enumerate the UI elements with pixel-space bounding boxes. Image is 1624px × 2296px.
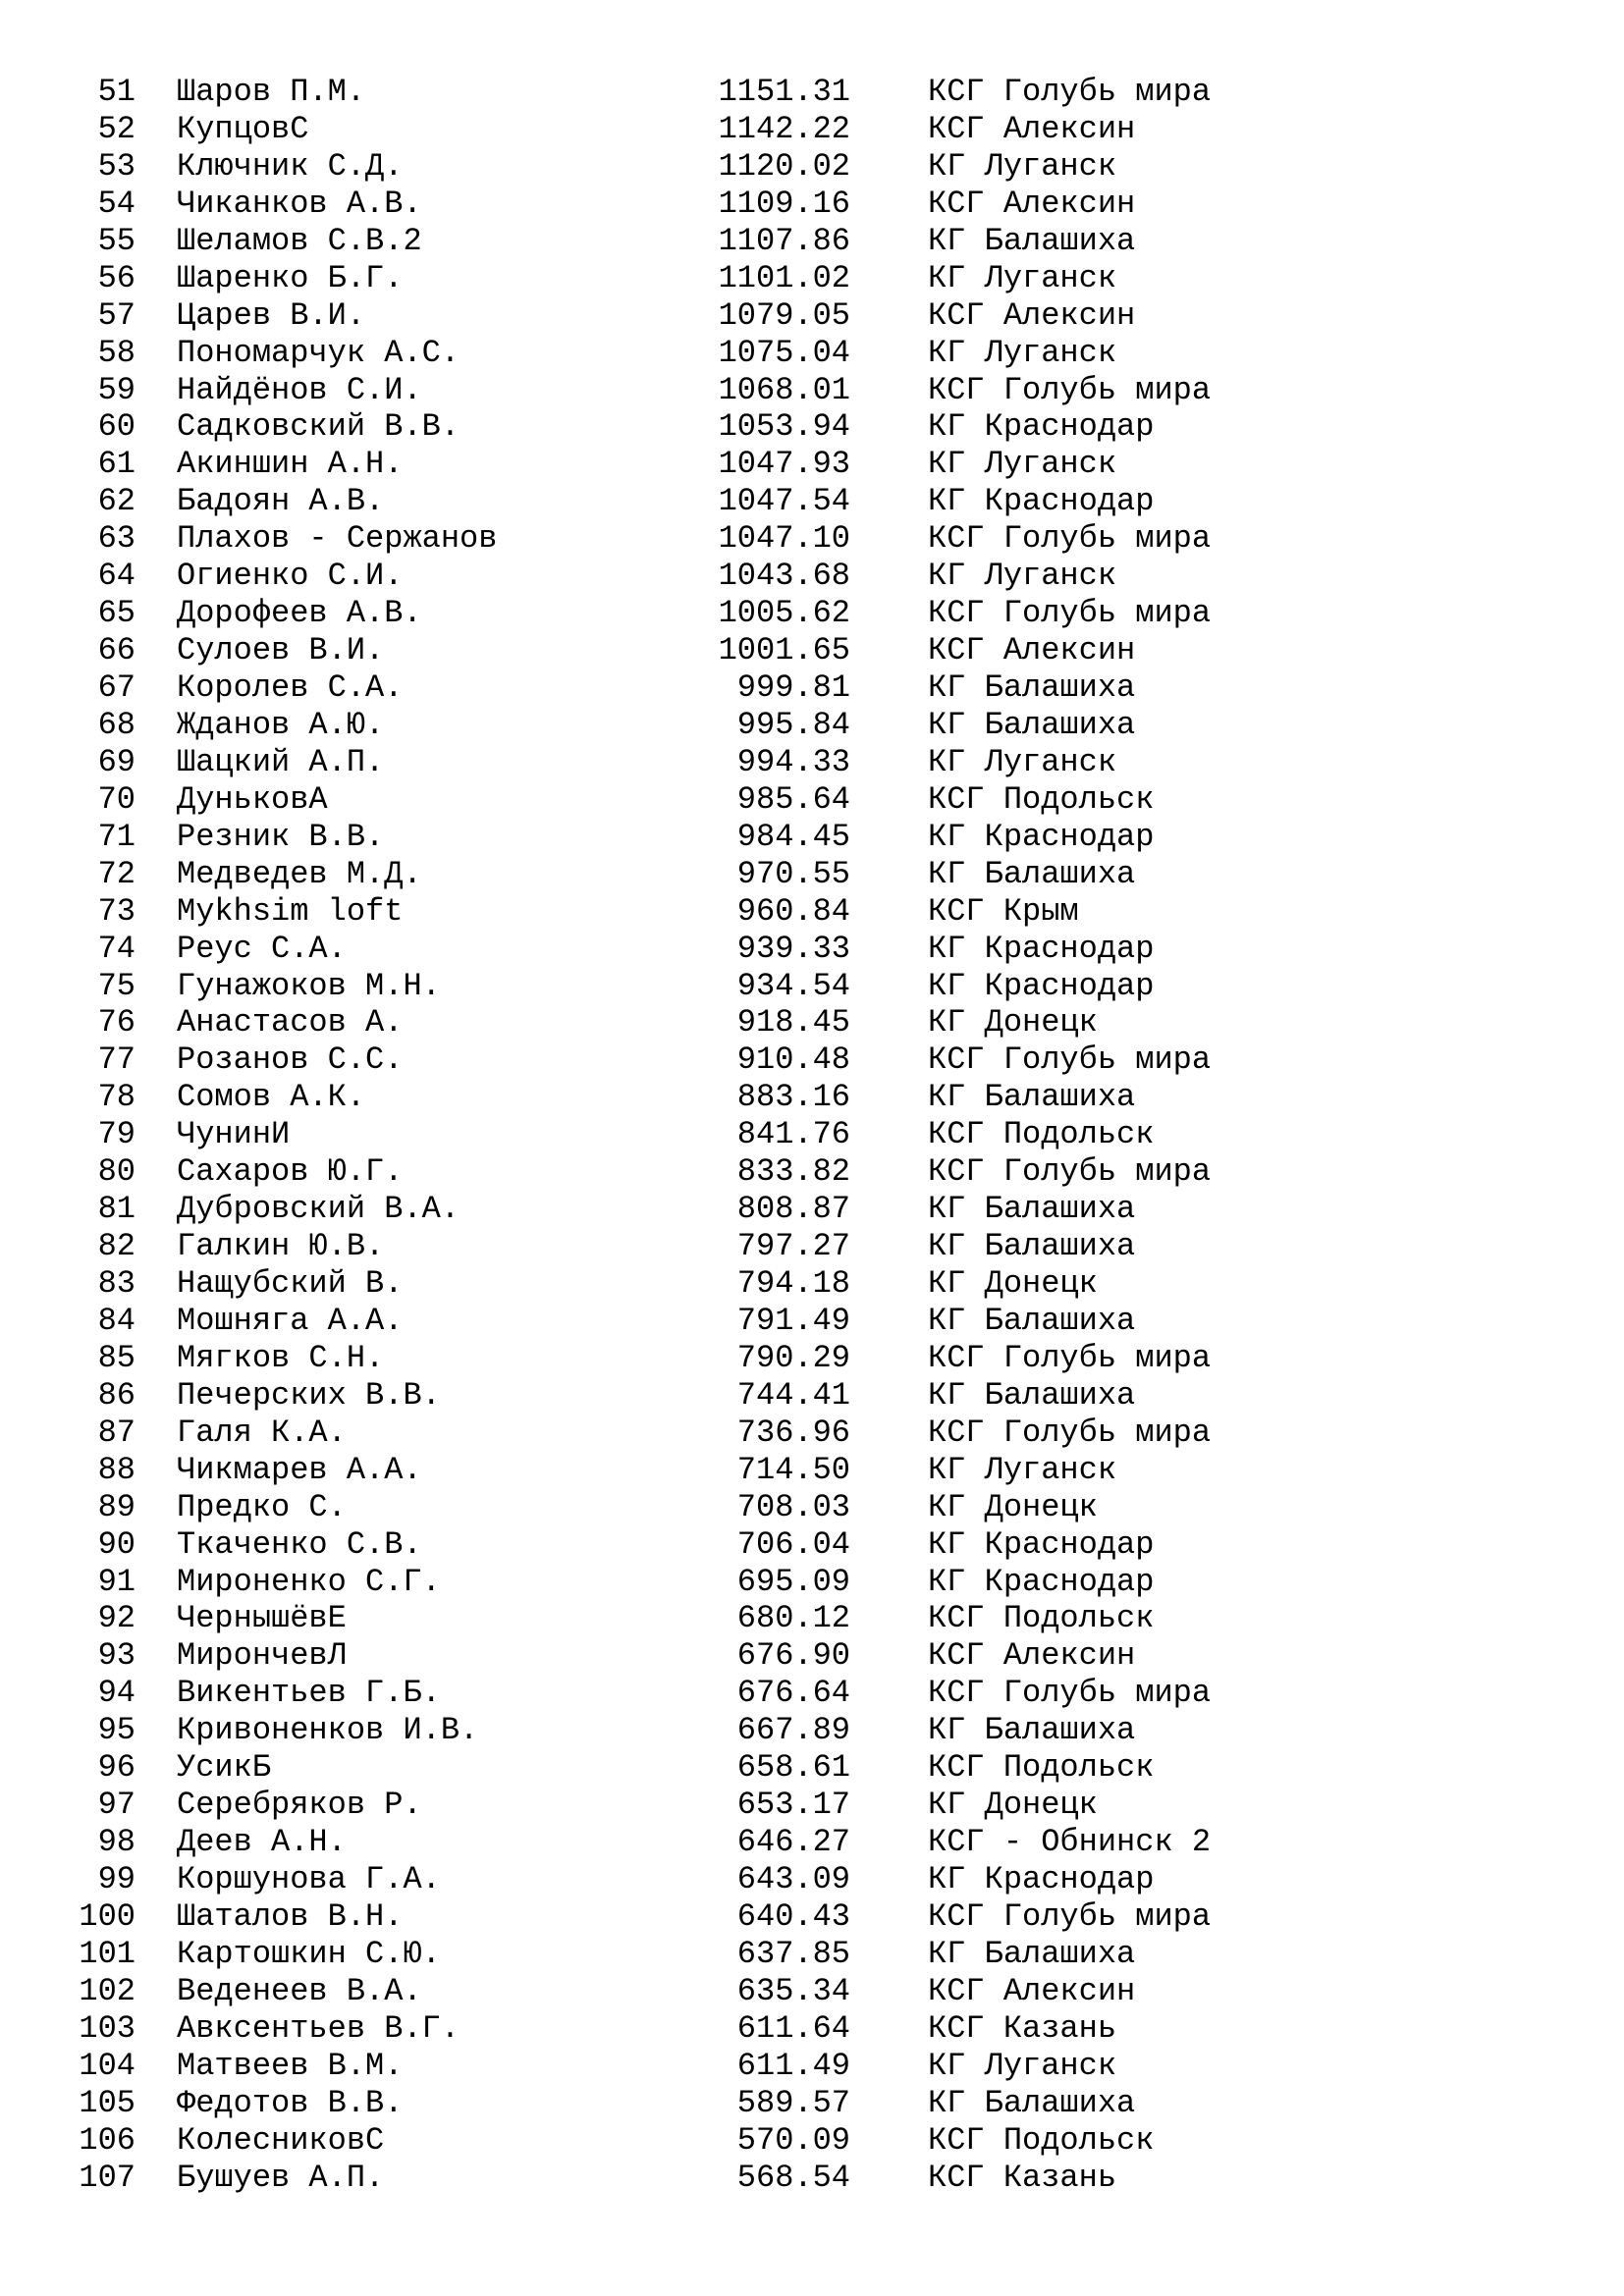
name-cell: Мошняга А.А. [177,1302,404,1339]
club-cell: КГ Балашиха [928,855,1136,892]
name-cell: КолесниковС [177,2121,385,2159]
rank-cell: 99 [97,1861,135,1897]
club-cell: КГ Луганск [928,259,1117,296]
rank-cell: 105 [79,2084,135,2121]
club-cell: КГ Луганск [928,1451,1117,1488]
rank-cell: 63 [97,520,135,558]
table-row [0,297,1624,335]
score-cell: 984.45 [736,818,850,855]
club-cell: КСГ Подольск [928,2121,1155,2159]
table-row [0,1564,1624,1601]
name-cell: Сомов А.К. [177,1079,366,1116]
table-row [0,1637,1624,1675]
score-cell: 883.16 [736,1079,850,1116]
club-cell: КГ Луганск [928,2047,1117,2084]
name-cell: Королев С.А. [177,669,404,706]
club-cell: КСГ Казань [928,2159,1117,2196]
club-cell: КГ Луганск [928,558,1117,595]
rank-cell: 69 [97,743,135,780]
name-cell: УсикБ [177,1749,272,1787]
name-cell: Федотов В.В. [177,2084,404,2121]
name-cell: Викентьев Г.Б. [177,1675,441,1712]
rank-cell: 76 [97,1004,135,1041]
club-cell: КСГ Голубь мира [928,1153,1212,1191]
rank-cell: 62 [97,483,135,520]
table-row [0,1452,1624,1489]
score-cell: 1005.62 [718,595,850,632]
score-cell: 794.18 [736,1265,850,1302]
score-cell: 1101.02 [718,259,850,296]
club-cell: КГ Балашиха [928,222,1136,259]
score-cell: 1068.01 [718,371,850,408]
name-cell: Бадоян А.В. [177,483,385,520]
table-row [0,186,1624,223]
rank-cell: 84 [97,1302,135,1339]
score-cell: 676.64 [736,1675,850,1712]
club-cell: КГ Балашиха [928,706,1136,743]
name-cell: Галя К.А. [177,1414,347,1451]
rank-cell: 79 [97,1116,135,1153]
table-row [0,707,1624,744]
name-cell: Картошкин С.Ю. [177,1935,441,1972]
name-cell: Коршунова Г.А. [177,1861,441,1897]
table-row [0,1824,1624,1861]
score-cell: 640.43 [736,1897,850,1935]
club-cell: КСГ Подольск [928,1116,1155,1153]
rank-cell: 107 [79,2159,135,2196]
score-cell: 841.76 [736,1116,850,1153]
name-cell: ЧунинИ [177,1116,291,1153]
table-row [0,1041,1624,1079]
table-row [0,111,1624,148]
table-row [0,1004,1624,1041]
score-cell: 646.27 [736,1824,850,1861]
club-cell: КГ Луганск [928,743,1117,780]
club-cell: КГ Донецк [928,1004,1098,1041]
rank-cell: 81 [97,1191,135,1228]
club-cell: КСГ Алексин [928,110,1136,147]
name-cell: Мироненко С.Г. [177,1563,441,1600]
name-cell: Предко С. [177,1488,347,1525]
name-cell: Мягков С.Н. [177,1339,385,1376]
rank-cell: 61 [97,446,135,483]
score-cell: 570.09 [736,2121,850,2159]
rank-cell: 53 [97,147,135,185]
name-cell: Найдёнов С.И. [177,371,422,408]
score-cell: 637.85 [736,1935,850,1972]
table-row [0,1861,1624,1898]
table-row [0,632,1624,669]
table-row [0,1936,1624,1973]
rank-cell: 101 [79,1935,135,1972]
table-row [0,1749,1624,1787]
name-cell: Авксентьев В.Г. [177,2009,460,2047]
name-cell: Жданов А.Ю. [177,706,385,743]
score-cell: 1079.05 [718,296,850,334]
rank-cell: 70 [97,780,135,818]
name-cell: Сахаров Ю.Г. [177,1153,404,1191]
name-cell: Анастасов А. [177,1004,404,1041]
club-cell: КСГ Голубь мира [928,1339,1212,1376]
rank-cell: 80 [97,1153,135,1191]
club-cell: КГ Краснодар [928,408,1155,446]
club-cell: КГ Балашиха [928,2084,1136,2121]
name-cell: Чикмарев А.А. [177,1451,422,1488]
name-cell: Печерских В.В. [177,1376,441,1414]
club-cell: КГ Балашиха [928,1935,1136,1972]
rank-cell: 104 [79,2047,135,2084]
rank-cell: 58 [97,334,135,371]
score-cell: 643.09 [736,1861,850,1897]
rank-cell: 100 [79,1897,135,1935]
score-cell: 790.29 [736,1339,850,1376]
name-cell: Шаталов В.Н. [177,1897,404,1935]
table-row [0,2010,1624,2048]
name-cell: Серебряков Р. [177,1787,422,1824]
club-cell: КГ Краснодар [928,1861,1155,1897]
rank-cell: 91 [97,1563,135,1600]
score-cell: 568.54 [736,2159,850,2196]
club-cell: КСГ Голубь мира [928,74,1212,110]
score-cell: 1047.93 [718,446,850,483]
club-cell: КГ Краснодар [928,483,1155,520]
rank-cell: 86 [97,1376,135,1414]
rank-cell: 93 [97,1637,135,1675]
rank-cell: 66 [97,632,135,669]
name-cell: Плахов - Сержанов [177,520,498,558]
name-cell: Реус С.А. [177,930,347,967]
rank-cell: 92 [97,1600,135,1637]
table-row [0,148,1624,186]
name-cell: Чиканков А.В. [177,185,422,222]
name-cell: Акиншин А.Н. [177,446,404,483]
table-row [0,2160,1624,2197]
club-cell: КСГ Алексин [928,296,1136,334]
rank-cell: 57 [97,296,135,334]
name-cell: Огиенко С.И. [177,558,404,595]
rank-cell: 106 [79,2121,135,2159]
score-cell: 791.49 [736,1302,850,1339]
score-cell: 676.90 [736,1637,850,1675]
club-cell: КГ Донецк [928,1488,1098,1525]
table-row [0,335,1624,372]
score-cell: 706.04 [736,1525,850,1563]
score-cell: 1043.68 [718,558,850,595]
rank-cell: 103 [79,2009,135,2047]
table-row [0,2048,1624,2085]
table-row [0,893,1624,931]
table-row [0,819,1624,856]
results-table [0,74,1624,2196]
name-cell: Розанов С.С. [177,1041,404,1079]
club-cell: КГ Балашиха [928,1376,1136,1414]
rank-cell: 89 [97,1488,135,1525]
rank-cell: 90 [97,1525,135,1563]
club-cell: КСГ Голубь мира [928,1041,1212,1079]
club-cell: КГ Балашиха [928,1228,1136,1265]
score-cell: 960.84 [736,892,850,930]
table-row [0,483,1624,520]
rank-cell: 68 [97,706,135,743]
score-cell: 658.61 [736,1749,850,1787]
table-row [0,558,1624,595]
club-cell: КГ Балашиха [928,1191,1136,1228]
rank-cell: 52 [97,110,135,147]
table-row [0,1526,1624,1564]
club-cell: КСГ Голубь мира [928,520,1212,558]
rank-cell: 77 [97,1041,135,1079]
table-row [0,931,1624,968]
name-cell: Mykhsim loft [177,892,404,930]
club-cell: КСГ Голубь мира [928,1414,1212,1451]
score-cell: 1120.02 [718,147,850,185]
rank-cell: 87 [97,1414,135,1451]
rank-cell: 78 [97,1079,135,1116]
rank-cell: 85 [97,1339,135,1376]
table-row [0,260,1624,297]
table-row [0,1265,1624,1303]
rank-cell: 51 [97,74,135,110]
club-cell: КГ Балашиха [928,1712,1136,1749]
club-cell: КСГ Голубь мира [928,371,1212,408]
table-row [0,2085,1624,2122]
club-cell: КСГ Голубь мира [928,595,1212,632]
name-cell: Резник В.В. [177,818,385,855]
table-row [0,1340,1624,1377]
club-cell: КСГ Подольск [928,780,1155,818]
score-cell: 611.64 [736,2009,850,2047]
table-row [0,74,1624,111]
score-cell: 1107.86 [718,222,850,259]
score-cell: 1142.22 [718,110,850,147]
table-row [0,1415,1624,1452]
rank-cell: 97 [97,1787,135,1824]
name-cell: Шацкий А.П. [177,743,385,780]
rank-cell: 67 [97,669,135,706]
rank-cell: 98 [97,1824,135,1861]
table-row [0,1377,1624,1415]
table-row [0,595,1624,632]
club-cell: КГ Балашиха [928,1302,1136,1339]
score-cell: 999.81 [736,669,850,706]
table-row [0,781,1624,819]
name-cell: Сулоев В.И. [177,632,385,669]
table-row [0,1675,1624,1712]
name-cell: МирончевЛ [177,1637,347,1675]
score-cell: 1109.16 [718,185,850,222]
name-cell: Деев А.Н. [177,1824,347,1861]
name-cell: Кривоненков И.В. [177,1712,479,1749]
table-row [0,968,1624,1005]
rank-cell: 82 [97,1228,135,1265]
club-cell: КГ Луганск [928,446,1117,483]
score-cell: 910.48 [736,1041,850,1079]
name-cell: КупцовС [177,110,309,147]
score-cell: 635.34 [736,1972,850,2009]
table-row [0,1489,1624,1526]
table-row [0,1153,1624,1191]
rank-cell: 83 [97,1265,135,1302]
table-row [0,1898,1624,1936]
rank-cell: 65 [97,595,135,632]
name-cell: Пономарчук А.С. [177,334,460,371]
score-cell: 934.54 [736,967,850,1004]
name-cell: Шаров П.М. [177,74,366,110]
score-cell: 611.49 [736,2047,850,2084]
score-cell: 1047.10 [718,520,850,558]
name-cell: Шаренко Б.Г. [177,259,404,296]
name-cell: Ткаченко С.В. [177,1525,422,1563]
rank-cell: 96 [97,1749,135,1787]
rank-cell: 73 [97,892,135,930]
name-cell: Галкин Ю.В. [177,1228,385,1265]
club-cell: КГ Луганск [928,334,1117,371]
table-row [0,1228,1624,1265]
table-row [0,1787,1624,1824]
score-cell: 1047.54 [718,483,850,520]
score-cell: 708.03 [736,1488,850,1525]
club-cell: КГ Краснодар [928,1563,1155,1600]
score-cell: 589.57 [736,2084,850,2121]
table-row [0,856,1624,893]
table-row [0,408,1624,446]
score-cell: 714.50 [736,1451,850,1488]
table-row [0,2122,1624,2160]
name-cell: Дубровский В.А. [177,1191,460,1228]
table-row [0,744,1624,781]
name-cell: Гунажоков М.Н. [177,967,441,1004]
rank-cell: 95 [97,1712,135,1749]
rank-cell: 75 [97,967,135,1004]
club-cell: КСГ Алексин [928,185,1136,222]
name-cell: Дорофеев А.В. [177,595,422,632]
rank-cell: 60 [97,408,135,446]
score-cell: 797.27 [736,1228,850,1265]
name-cell: Бушуев А.П. [177,2159,385,2196]
rank-cell: 55 [97,222,135,259]
score-cell: 939.33 [736,930,850,967]
score-cell: 667.89 [736,1712,850,1749]
club-cell: КГ Луганск [928,147,1117,185]
name-cell: Ключник С.Д. [177,147,404,185]
name-cell: Медведев М.Д. [177,855,422,892]
club-cell: КГ Донецк [928,1787,1098,1824]
table-row [0,669,1624,707]
score-cell: 918.45 [736,1004,850,1041]
score-cell: 1151.31 [718,74,850,110]
score-cell: 995.84 [736,706,850,743]
score-cell: 1075.04 [718,334,850,371]
rank-cell: 72 [97,855,135,892]
score-cell: 1001.65 [718,632,850,669]
table-row [0,446,1624,483]
club-cell: КСГ - Обнинск 2 [928,1824,1212,1861]
table-row [0,223,1624,260]
score-cell: 970.55 [736,855,850,892]
score-cell: 744.41 [736,1376,850,1414]
club-cell: КГ Балашиха [928,669,1136,706]
rank-cell: 64 [97,558,135,595]
table-row [0,1303,1624,1340]
table-row [0,520,1624,558]
rank-cell: 94 [97,1675,135,1712]
club-cell: КГ Донецк [928,1265,1098,1302]
club-cell: КСГ Алексин [928,1637,1136,1675]
rank-cell: 56 [97,259,135,296]
table-row [0,1712,1624,1749]
name-cell: Нащубский В. [177,1265,404,1302]
club-cell: КСГ Алексин [928,632,1136,669]
rank-cell: 102 [79,1972,135,2009]
rank-cell: 59 [97,371,135,408]
table-row [0,1116,1624,1153]
club-cell: КСГ Алексин [928,1972,1136,2009]
name-cell: ЧернышёвЕ [177,1600,347,1637]
rank-cell: 88 [97,1451,135,1488]
score-cell: 680.12 [736,1600,850,1637]
club-cell: КГ Краснодар [928,967,1155,1004]
club-cell: КСГ Подольск [928,1749,1155,1787]
table-row [0,1600,1624,1637]
rank-cell: 71 [97,818,135,855]
club-cell: КСГ Подольск [928,1600,1155,1637]
name-cell: Садковский В.В. [177,408,460,446]
rank-cell: 74 [97,930,135,967]
score-cell: 1053.94 [718,408,850,446]
table-row [0,372,1624,409]
club-cell: КГ Краснодар [928,1525,1155,1563]
club-cell: КСГ Казань [928,2009,1117,2047]
name-cell: Веденеев В.А. [177,1972,422,2009]
club-cell: КГ Краснодар [928,930,1155,967]
score-cell: 653.17 [736,1787,850,1824]
score-cell: 695.09 [736,1563,850,1600]
name-cell: Шеламов С.В.2 [177,222,422,259]
name-cell: Царев В.И. [177,296,366,334]
table-row [0,1079,1624,1116]
score-cell: 808.87 [736,1191,850,1228]
name-cell: Матвеев В.М. [177,2047,404,2084]
club-cell: КГ Балашиха [928,1079,1136,1116]
rank-cell: 54 [97,185,135,222]
table-row [0,1973,1624,2010]
table-row [0,1191,1624,1228]
score-cell: 736.96 [736,1414,850,1451]
name-cell: ДуньковА [177,780,328,818]
club-cell: КГ Краснодар [928,818,1155,855]
score-cell: 833.82 [736,1153,850,1191]
club-cell: КСГ Крым [928,892,1079,930]
score-cell: 994.33 [736,743,850,780]
score-cell: 985.64 [736,780,850,818]
club-cell: КСГ Голубь мира [928,1897,1212,1935]
club-cell: КСГ Голубь мира [928,1675,1212,1712]
